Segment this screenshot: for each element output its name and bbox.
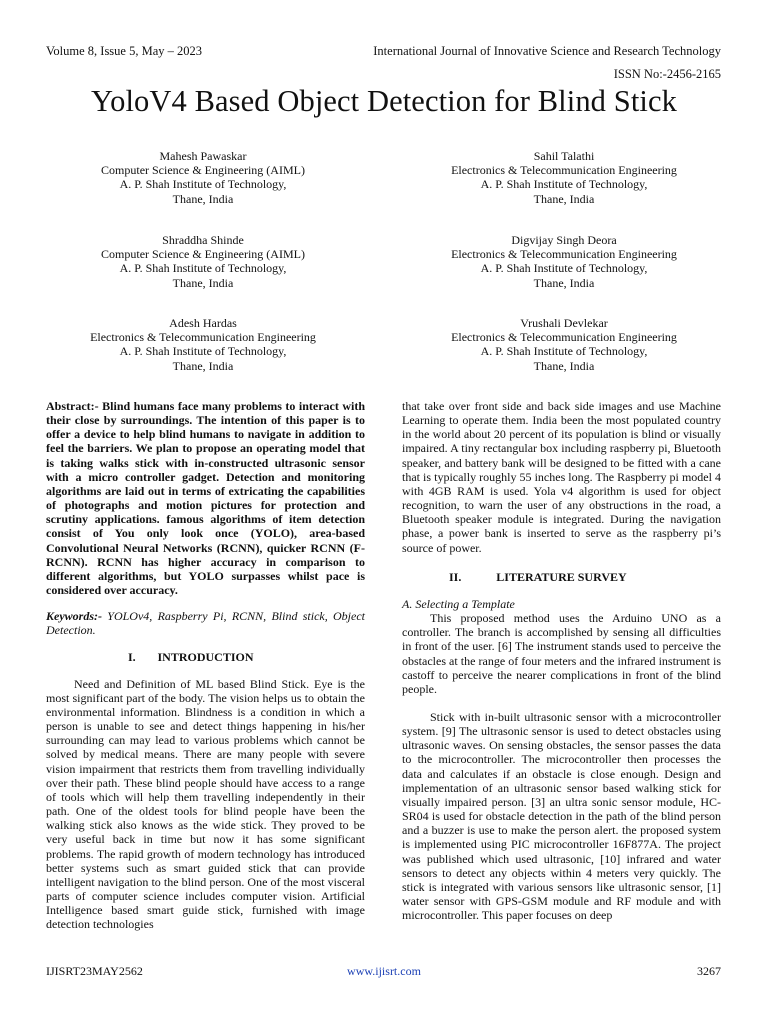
abstract-text: Blind humans face many problems to interact with their close by surroundings. The intention of this paper is to offer a device to help blind humans to navigate in addition to feel the barriers. We plan to propose an operating model that is taking walks stick with in-constructed ultrasonic sensor with a micro controller gadget. Detection and monitoring algorithms are laid out in terms of extricating the capabilities of photographs and motion pictures for protection and scrutiny applications. famous algorithms of item detection consist of You only look once (YOLO), area-based Convolutional Neural Networks (RCNN), quicker RCNN (F-RCNN). RCNN has higher accuracy in comparison to different algorithms, but YOLO surpasses whilst pace is considered over accuracy.	[46, 399, 365, 598]
author-name: Sahil Talathi	[533, 149, 595, 163]
author-inst: A. P. Shah Institute of Technology,	[480, 344, 648, 359]
header-issn: ISSN No:-2456-2165	[613, 67, 721, 81]
author-dept: Electronics & Telecommunication Engineering	[451, 247, 677, 262]
intro-continued-paragraph: that take over front side and back side images and use Machine Learning to operate them. India been the most populated country in the world about 20 percent of its population is blind or visually impaired. A tiny rectangular box including raspberry pi, Bluetooth speaker, and battery bank will be designed to be fitted with a cane that is typically roughly 55 inches long. The Raspberry pi model 4 with 4GB RAM is used. Yola v4 algorithm is used for object recognition, to warn the user of any obstructions in the road, a Bluetooth speaker module is integrated. During the navigation phase, a power bank is inserted to serve as the raspberry pi’s source of power.	[402, 399, 721, 555]
author-dept: Electronics & Telecommunication Engineering	[451, 163, 677, 178]
author-name: Mahesh Pawaskar	[159, 149, 247, 163]
section-title: LITERATURE SURVEY	[496, 569, 627, 584]
subsection-heading: A. Selecting a Template	[402, 596, 515, 611]
author-name: Digvijay Singh Deora	[511, 233, 617, 247]
author-loc: Thane, India	[533, 191, 595, 206]
section-number: I.	[128, 649, 136, 664]
author-inst: A. P. Shah Institute of Technology,	[480, 177, 648, 192]
literature-paragraph: This proposed method uses the Arduino UNO as a controller. The branch is accomplished by sensing all difficulties in front of the user. [6] The instrument stands used to perceive the obstacles at the range of four meters and the infrared instrument is castoff to perceive the nearer complications in front of the blind people.	[402, 611, 721, 696]
keywords	[46, 609, 365, 637]
author-name: Adesh Hardas	[169, 316, 237, 330]
abstract	[46, 399, 365, 597]
author-name: Shraddha Shinde	[162, 233, 244, 247]
section-number: II.	[449, 569, 462, 584]
author-inst: A. P. Shah Institute of Technology,	[119, 177, 287, 192]
author-block	[399, 149, 729, 206]
abstract-label: Abstract:-	[46, 399, 99, 413]
author-inst: A. P. Shah Institute of Technology,	[119, 261, 287, 276]
author-loc: Thane, India	[172, 275, 234, 290]
right-column	[402, 399, 721, 922]
keywords-text: YOLOv4, Raspberry Pi, RCNN, Blind stick, Object Detection.	[46, 609, 365, 638]
author-dept: Electronics & Telecommunication Engineering	[90, 330, 316, 345]
author-dept: Computer Science & Engineering (AIML)	[101, 163, 305, 178]
author-block	[399, 316, 729, 373]
keywords-label: Keywords:-	[46, 609, 102, 624]
intro-paragraph: Need and Definition of ML based Blind Stick. Eye is the most significant part of the body. The vision helps us to obtain the environmental information. Blindness is a condition in which a person is unable to see and detect things happening in his/her surrounding can may lead to various problems which cannot be solved by medical means. There are many people with severe vision impairment that restricts them from travelling individually over their path. These blind people should have access to a range of tools which will help them travelling independently in their path. One of the oldest tools for blind people have been the walking stick also knows as the wide stick. They proved to be very useful back in time but now it has some significant problems. The rapid growth of modern technology has introduced better systems such as smart guided stick that can provide intelligent navigation to the blind person. One of the most visceral parts of computer science includes computer vision. Artificial Intelligence based smart guide stick, furnished with image detection technologies	[46, 676, 365, 932]
author-block	[399, 233, 729, 290]
author-loc: Thane, India	[533, 358, 595, 373]
author-block	[38, 316, 368, 373]
author-name: Vrushali Devlekar	[520, 316, 608, 330]
footer-paper-id: IJISRT23MAY2562	[46, 964, 143, 978]
author-loc: Thane, India	[533, 275, 595, 290]
author-inst: A. P. Shah Institute of Technology,	[480, 261, 648, 276]
author-dept: Electronics & Telecommunication Engineering	[451, 330, 677, 345]
section-heading-literature	[402, 570, 721, 584]
author-block	[38, 149, 368, 206]
section-heading-intro	[46, 650, 365, 664]
author-inst: A. P. Shah Institute of Technology,	[119, 344, 287, 359]
author-loc: Thane, India	[172, 191, 234, 206]
footer-url[interactable]: www.ijisrt.com	[347, 964, 421, 978]
author-loc: Thane, India	[172, 358, 234, 373]
section-title: INTRODUCTION	[157, 649, 254, 664]
author-dept: Computer Science & Engineering (AIML)	[101, 247, 305, 262]
literature-paragraph: Stick with in-built ultrasonic sensor with a microcontroller system. [9] The ultrasonic sensor is used to detect obstacles using ultrasonic waves. On sensing obstacles, the sensor passes the data to the microcontroller. The microcontroller then processes the data and calculates if an obstacle is close enough. Design and implementation of an ultrasonic sensor based walking stick for visually impaired person. [3] an ultra sonic sensor module, HC-SR04 is used for obstacle detection in the path of the blind person and a buzzer is use to make the person alert. the proposed system is implemented using PIC microcontroller 16F877A. The project was published which used ultrasonic, [10] infrared and water sensors to detect any objects within 4 meters very quickly. The stick is integrated with various sensors like ultrasonic sensor, [1] water sensor with GPS-GSM module and RF module and with microcontroller. This paper focuses on deep	[402, 709, 721, 923]
footer-page-number: 3267	[697, 964, 721, 978]
left-column	[46, 399, 365, 931]
header-journal: International Journal of Innovative Science and Research Technology	[373, 44, 721, 58]
header-volume: Volume 8, Issue 5, May – 2023	[46, 44, 203, 58]
paper-title: YoloV4 Based Object Detection for Blind Stick	[91, 84, 677, 118]
author-block	[38, 233, 368, 290]
